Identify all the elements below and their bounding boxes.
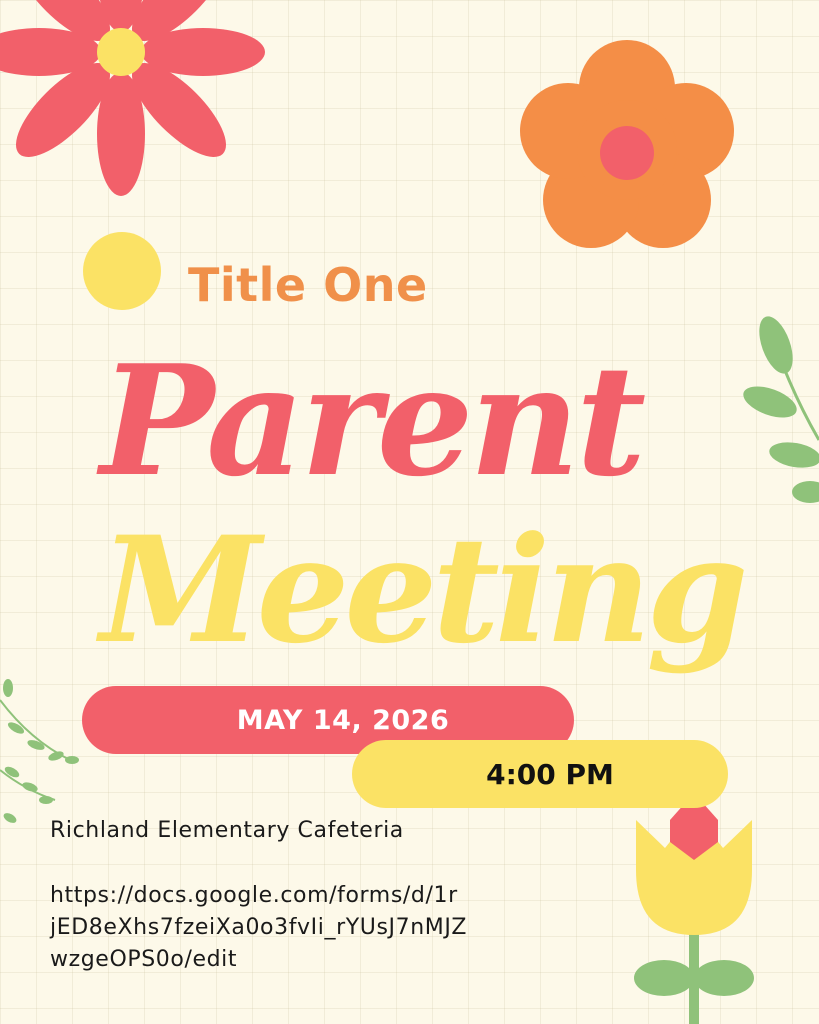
form-link-line-1[interactable]: https://docs.google.com/forms/d/1r (50, 883, 458, 908)
form-link-line-3[interactable]: wzgeOPS0o/edit (50, 947, 238, 972)
leaf-branch-left-icon (0, 679, 79, 825)
subtitle: Title One (188, 258, 428, 312)
headline-parent: Parent (100, 331, 643, 510)
tulip-icon (634, 793, 754, 1024)
date-text: MAY 14, 2026 (236, 704, 450, 736)
yellow-dot-icon (83, 232, 161, 310)
form-link-line-2[interactable]: jED8eXhs7fzeiXa0o3fvIi_rYUsJ7nMJZ (50, 915, 468, 940)
leaf-branch-right-icon (739, 312, 819, 503)
time-text: 4:00 PM (486, 757, 614, 791)
location-text: Richland Elementary Cafeteria (50, 818, 404, 843)
form-link[interactable] (50, 880, 570, 976)
time-banner (352, 740, 728, 808)
headline-meeting: Meeting (100, 505, 744, 676)
red-flower-icon (0, 0, 265, 196)
orange-flower-icon (520, 40, 734, 248)
